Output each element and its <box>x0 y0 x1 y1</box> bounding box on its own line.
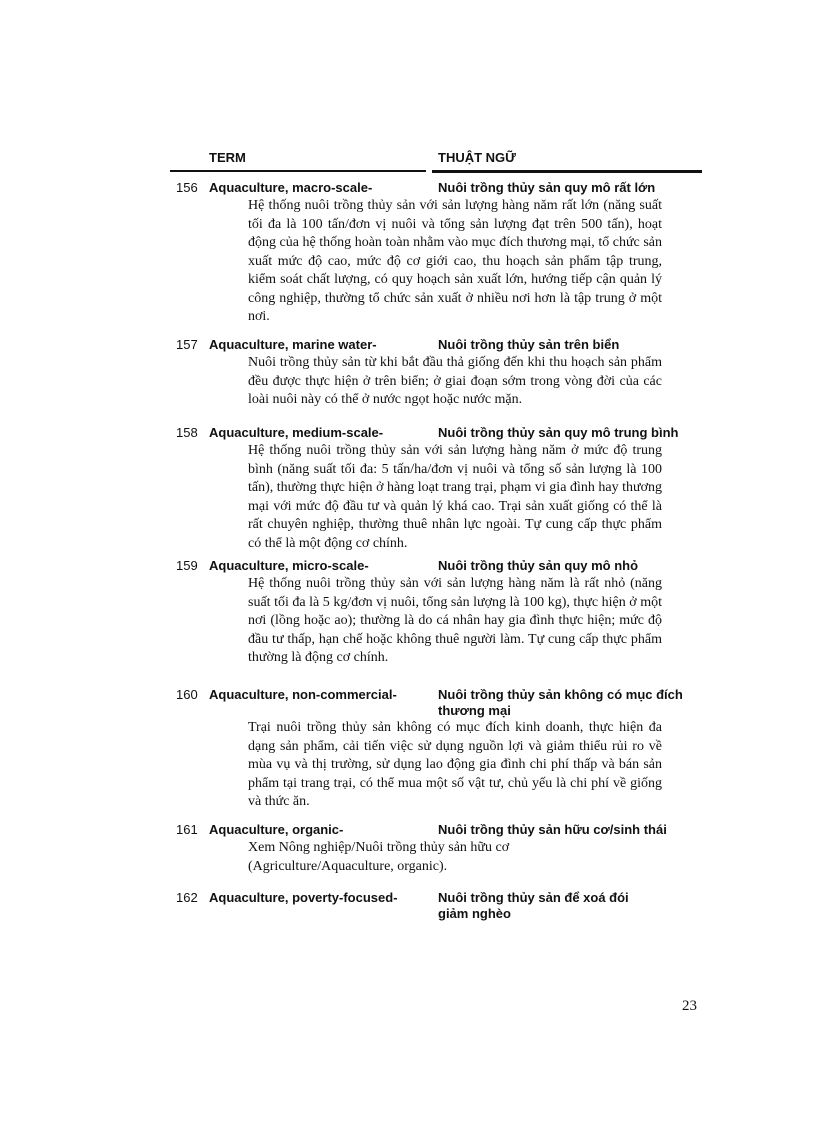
entry-number: 158 <box>176 425 198 440</box>
entry-term: Aquaculture, organic- <box>209 822 344 837</box>
entry-number: 157 <box>176 337 198 352</box>
term-column-header: TERM <box>209 150 246 165</box>
header-rule-left <box>170 170 426 172</box>
entry-number: 160 <box>176 687 198 702</box>
header-rule-right <box>432 170 702 173</box>
entry-translation: Nuôi trồng thủy sản quy mô rất lớn <box>438 180 656 195</box>
entry-translation: Nuôi trồng thủy sản không có mục đích thương mại <box>438 687 683 718</box>
entry-term: Aquaculture, marine water- <box>209 337 377 352</box>
entry-number: 161 <box>176 822 198 837</box>
entry-number: 156 <box>176 180 198 195</box>
entry-definition: Nuôi trồng thủy sản từ khi bắt đầu thả giống đến khi thu hoạch sản phẩm đều được thực hiện ở trên biển; ở giai đoạn sớm trong vòng đời của các loài nuôi này có thể ở nước ngọt hoặc nước mặn. <box>248 355 662 407</box>
entry-number: 159 <box>176 558 198 573</box>
entry-definition: Hệ thống nuôi trồng thủy sản với sản lượng hàng năm rất lớn (năng suất tối đa là 100 tấn/đơn vị nuôi và tổng sản lượng đạt trên 500 tấn), hoạt động của hệ thống hoàn toàn nhằm vào mục đích thương mại, tổ chức sản xuất mức độ cao, mức độ cơ giới cao, thu hoạch sản phẩm tập trung, kiểm soát chất lượng, có quy hoạch sản xuất lớn, hướng tiếp cận quản lý công nghiệp, thường tổ chức sản xuất ở nhiều nơi hơn là tập trung ở một nơi. <box>248 198 662 324</box>
entry-definition: Hệ thống nuôi trồng thủy sản với sản lượng hàng năm ở mức độ trung bình (năng suất tối đa: 5 tấn/ha/đơn vị nuôi và tổng số sản lượng là 100 tấn), thường thực hiện ở hàng loạt trang trại, phạm vi gia đình hay thương mại với mức độ đầu tư và quản lý khá cao. Trại sản xuất giống có thể là rất chuyên nghiệp, thường thuê nhân lực ngoài. Tự cung cấp thực phẩm có thể là một động cơ chính. <box>248 443 662 551</box>
entry-term: Aquaculture, poverty-focused- <box>209 890 398 905</box>
entry-definition: Xem Nông nghiệp/Nuôi trồng thủy sản hữu cơ (Agriculture/Aquaculture, organic). <box>248 840 510 874</box>
entry-number: 162 <box>176 890 198 905</box>
entry-definition: Hệ thống nuôi trồng thủy sản với sản lượng hàng năm là rất nhỏ (năng suất tối đa là 5 kg/đơn vị nuôi, tổng sản lượng là 100 kg), thực hiện ở một nơi (lồng hoặc ao); thường là do cá nhân hay gia đình thực hiện; mức độ đầu tư thấp, hạn chế hoặc không thuê người làm. Tự cung cấp thực phẩm thường là động cơ chính. <box>248 576 662 665</box>
entry-term: Aquaculture, macro-scale- <box>209 180 373 195</box>
entry-translation: Nuôi trồng thủy sản quy mô nhỏ <box>438 558 639 573</box>
entry-translation: Nuôi trồng thủy sản hữu cơ/sinh thái <box>438 822 667 837</box>
entry-translation: Nuôi trồng thủy sản quy mô trung bình <box>438 425 679 440</box>
entry-translation: Nuôi trồng thủy sản để xoá đói giảm nghèo <box>438 890 629 921</box>
entry-term: Aquaculture, non-commercial- <box>209 687 397 702</box>
vietnamese-column-header: THUẬT NGỮ <box>438 150 516 165</box>
page-number: 23 <box>682 998 697 1014</box>
entry-translation: Nuôi trồng thủy sản trên biển <box>438 337 620 352</box>
entry-definition: Trại nuôi trồng thủy sản không có mục đích kinh doanh, thực hiện đa dạng sản phẩm, cải tiến việc sử dụng nguồn lợi và giảm thiểu rủi ro về mùa vụ và thị trường, sử dụng lao động gia đình chi phí thấp và bán sản phẩm tại trang trại, có thể mua một số vật tư, chủ yếu là chi phí về giống và thức ăn. <box>248 720 662 809</box>
entry-term: Aquaculture, medium-scale- <box>209 425 384 440</box>
entry-term: Aquaculture, micro-scale- <box>209 558 369 573</box>
